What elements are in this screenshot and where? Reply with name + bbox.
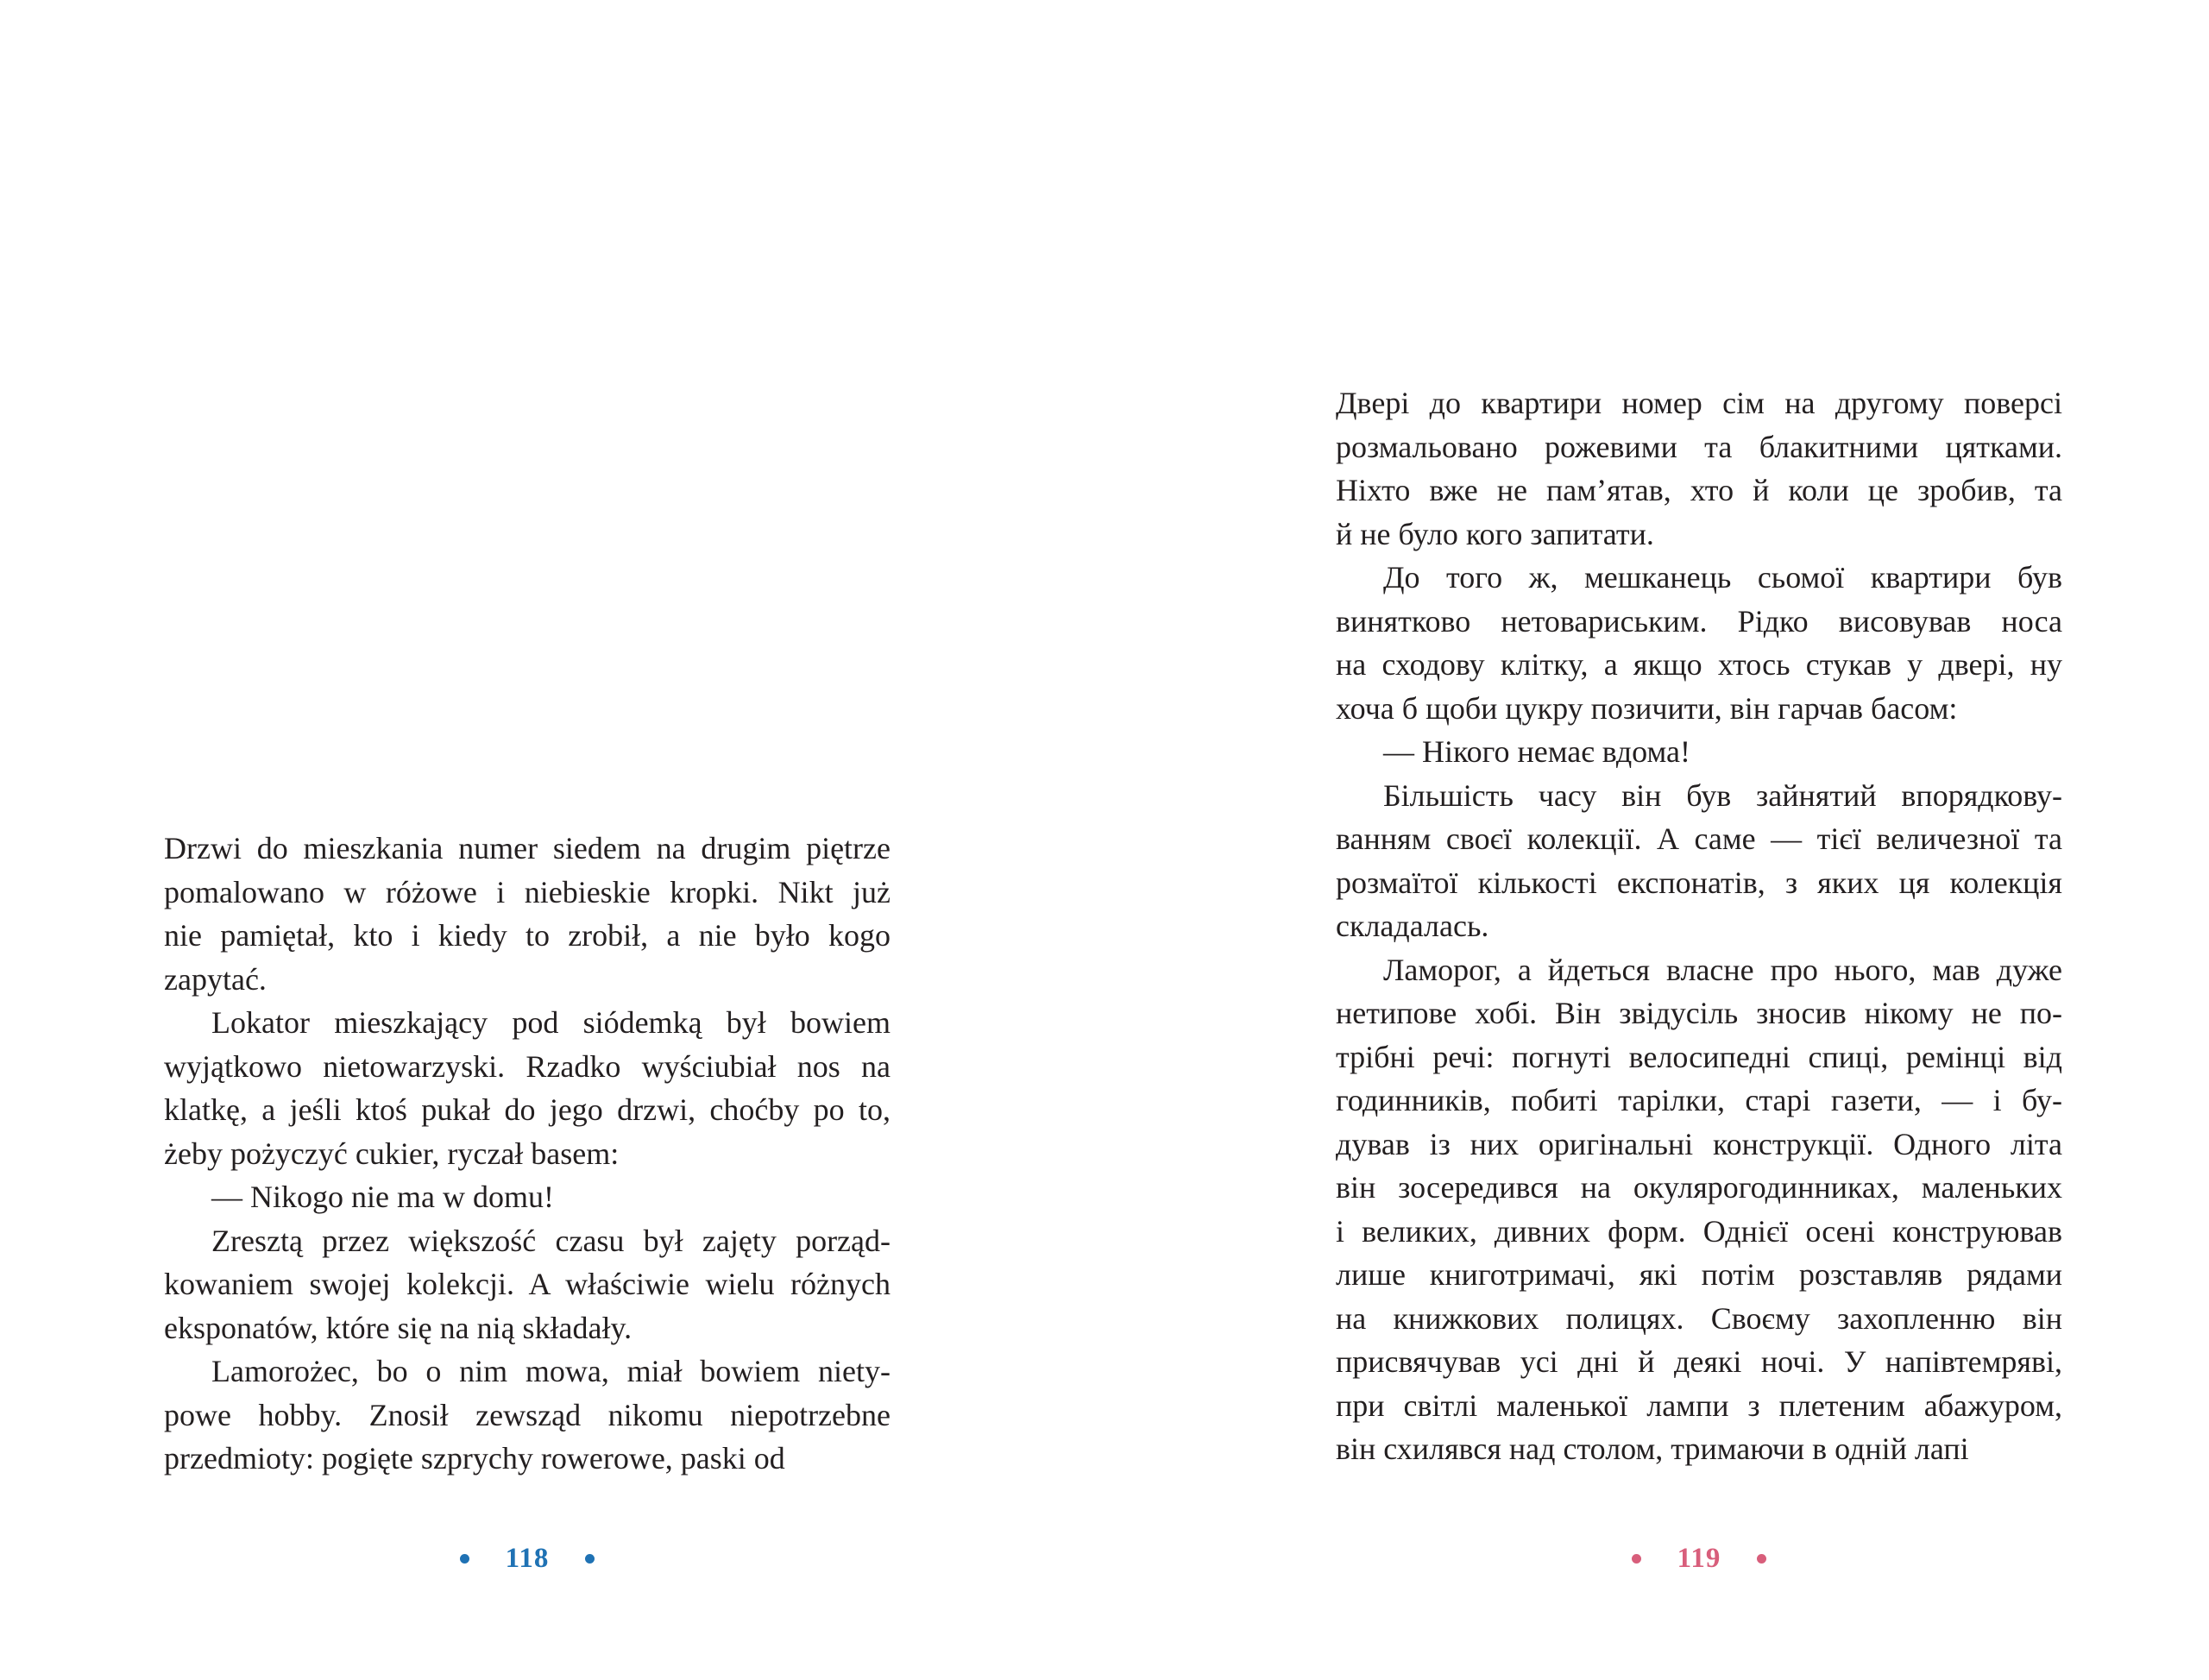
text-line: Zresztą przez większość czasu był zajęty porząd-	[211, 1223, 891, 1258]
text-line: zapytać.	[164, 961, 267, 997]
text-line: — Нікого немає вдома!	[1383, 734, 1690, 769]
right-page-text-column	[1336, 381, 2062, 1471]
text-line: дував із них оригінальні конструкції. Одного літа	[1336, 1126, 2062, 1161]
text-line: wyjątkowo nietowarzyski. Rzadko wyściubiał nos na	[164, 1048, 891, 1084]
text-line: винятково нетовариським. Рідко висовував носа	[1336, 603, 2062, 639]
text-line: żeby pożyczyć cukier, ryczał basem:	[164, 1136, 620, 1171]
folio-dot-left	[460, 1554, 469, 1564]
left-page-text-column	[164, 827, 891, 1481]
text-line: присвячував усі дні й деякі ночі. У напівтемряві,	[1336, 1344, 2062, 1379]
text-line: — Nikogo nie ma w domu!	[211, 1180, 554, 1214]
text-line: Ламорог, а йдеться власне про нього, мав дуже	[1383, 952, 2062, 987]
text-line: на книжкових полицях. Своєму захопленню він	[1336, 1300, 2062, 1336]
text-line: трібні речі: погнуті велосипедні спиці, ремінці від	[1336, 1039, 2062, 1074]
text-line: kowaniem swojej kolekcji. A właściwie wielu różnych	[164, 1267, 891, 1301]
text-line: хоча б щоби цукру позичити, він гарчав басом:	[1336, 690, 1958, 726]
text-line: Більшість часу він був зайнятий впорядкову-	[1383, 777, 2062, 813]
text-line: eksponatów, które się na nią składały.	[164, 1310, 632, 1345]
text-line: він схилявся над столом, тримаючи в одній лапі	[1336, 1431, 1969, 1466]
text-line: Drzwi do mieszkania numer siedem na drugim piętrze	[164, 831, 891, 865]
text-line: годинників, побиті тарілки, старі газети, — і бу-	[1336, 1083, 2062, 1117]
text-line: Ніхто вже не пам’ятав, хто й коли це зробив, та	[1336, 473, 2062, 507]
text-line: pomalowano w różowe i niebieskie kropki. Nikt już	[164, 874, 891, 909]
text-line: складалась.	[1336, 909, 1489, 943]
text-line: він зосередився на окулярогодинниках, маленьких	[1336, 1170, 2062, 1205]
text-line: лише книготримачі, які потім розставляв рядами	[1336, 1257, 2062, 1292]
right-page-folio	[1336, 1543, 2062, 1575]
text-line: powe hobby. Znosił zewsząd nikomu niepotrzebne	[164, 1397, 891, 1432]
text-line: klatkę, a jeśli ktoś pukał do jego drzwi, choćby po to,	[164, 1092, 891, 1127]
text-line: Двері до квартири номер сім на другому поверсі	[1336, 386, 2062, 420]
left-page-number: 118	[505, 1543, 550, 1574]
text-line: Lokator mieszkający pod siódemką był bowiem	[211, 1005, 891, 1040]
text-line: і великих, дивних форм. Однієї осені конструював	[1336, 1213, 2062, 1249]
text-line: Lamorożec, bo o nim mowa, miał bowiem niety-	[211, 1354, 891, 1388]
text-line: przedmioty: pogięte szprychy rowerowe, paski od	[164, 1441, 785, 1476]
folio-dot-right	[1757, 1554, 1766, 1564]
text-line: nie pamiętał, kto i kiedy to zrobił, a nie było kogo	[164, 918, 891, 953]
text-line: ванням своєї колекції. А саме — тієї величезної та	[1336, 821, 2062, 856]
text-line: розмаїтої кількості експонатів, з яких ця колекція	[1336, 865, 2062, 900]
folio-dot-right	[585, 1554, 595, 1564]
text-line: й не було кого запитати.	[1336, 516, 1654, 551]
text-line: на сходову клітку, а якщо хтось стукав у двері, ну	[1336, 647, 2062, 682]
left-page-folio	[164, 1543, 891, 1575]
text-line: розмальовано рожевими та блакитними цятками.	[1336, 429, 2062, 464]
folio-dot-left	[1632, 1554, 1641, 1564]
text-line: при світлі маленької лампи з плетеним абажуром,	[1336, 1387, 2062, 1423]
text-line: нетипове хобі. Він звідусіль зносив нікому не по-	[1336, 996, 2062, 1030]
text-line: До того ж, мешканець сьомої квартири був	[1383, 560, 2062, 595]
right-page-number: 119	[1677, 1543, 1721, 1574]
